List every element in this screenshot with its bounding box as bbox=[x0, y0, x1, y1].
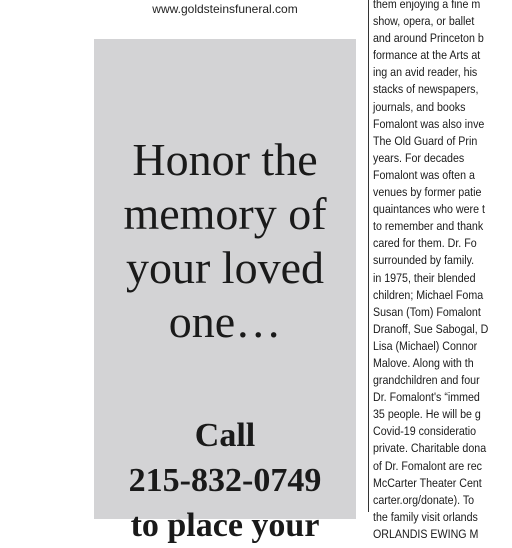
ad-headline-line: one… bbox=[168, 296, 282, 347]
article-line: ORLANDIS EWING M bbox=[373, 526, 479, 541]
ad-call-to-action bbox=[94, 413, 356, 548]
advertisement-box bbox=[94, 39, 356, 544]
article-line: and around Princeton b bbox=[373, 31, 484, 46]
article-line: Fomalont was also inve bbox=[373, 116, 485, 131]
website-url: www.goldsteinsfuneral.com bbox=[152, 2, 298, 16]
article-line: formance at the Arts at bbox=[373, 48, 481, 63]
article-line: quaintances who were t bbox=[373, 202, 485, 217]
article-line: Lisa (Michael) Connor bbox=[373, 338, 478, 353]
article-line: Dranoff, Sue Sabogal, D bbox=[373, 321, 489, 336]
article-line: children; Michael Foma bbox=[373, 287, 484, 302]
column-divider bbox=[368, 0, 369, 512]
ad-headline-line: memory of bbox=[123, 188, 327, 239]
article-line: Malove. Along with th bbox=[373, 355, 474, 370]
ad-call-line: Call bbox=[194, 417, 256, 454]
article-line: Fomalont was often a bbox=[373, 167, 475, 182]
article-line: years. For decades bbox=[373, 150, 465, 165]
article-line: cared for them. Dr. Fo bbox=[373, 236, 477, 251]
ad-headline-line: Honor the bbox=[132, 134, 318, 185]
article-line: to remember and thank bbox=[373, 219, 484, 234]
article-line: surrounded by family. bbox=[373, 253, 475, 268]
article-line: journals, and books bbox=[373, 99, 466, 114]
article-line: Dr. Fomalont's “immed bbox=[373, 390, 480, 405]
obituary-text-column bbox=[373, 0, 511, 543]
article-line: of Dr. Fomalont are rec bbox=[373, 458, 482, 473]
article-line: 35 people. He will be g bbox=[373, 407, 481, 422]
article-line: Susan (Tom) Fomalont bbox=[373, 304, 481, 319]
article-line: them enjoying a fine m bbox=[373, 0, 481, 11]
ad-headline-line: your loved bbox=[125, 242, 324, 293]
article-line: stacks of newspapers, bbox=[373, 82, 479, 97]
article-line: the family visit orlands bbox=[373, 509, 478, 524]
ad-headline bbox=[94, 133, 356, 349]
article-line: Covid-19 consideratio bbox=[373, 424, 477, 439]
article-line: private. Charitable dona bbox=[373, 441, 487, 456]
article-line: show, opera, or ballet bbox=[373, 14, 475, 29]
article-line: in 1975, their blended bbox=[373, 270, 476, 285]
ad-phone-number: 215-832-0749 bbox=[128, 462, 322, 499]
article-line: McCarter Theater Cent bbox=[373, 475, 482, 490]
ad-call-line: to place your bbox=[130, 507, 320, 544]
article-line: carter.org/donate). To bbox=[373, 492, 475, 507]
article-line: ing an avid reader, his bbox=[373, 65, 478, 80]
article-line: venues by former patie bbox=[373, 185, 482, 200]
article-line: The Old Guard of Prin bbox=[373, 133, 478, 148]
article-line: grandchildren and four bbox=[373, 373, 480, 388]
